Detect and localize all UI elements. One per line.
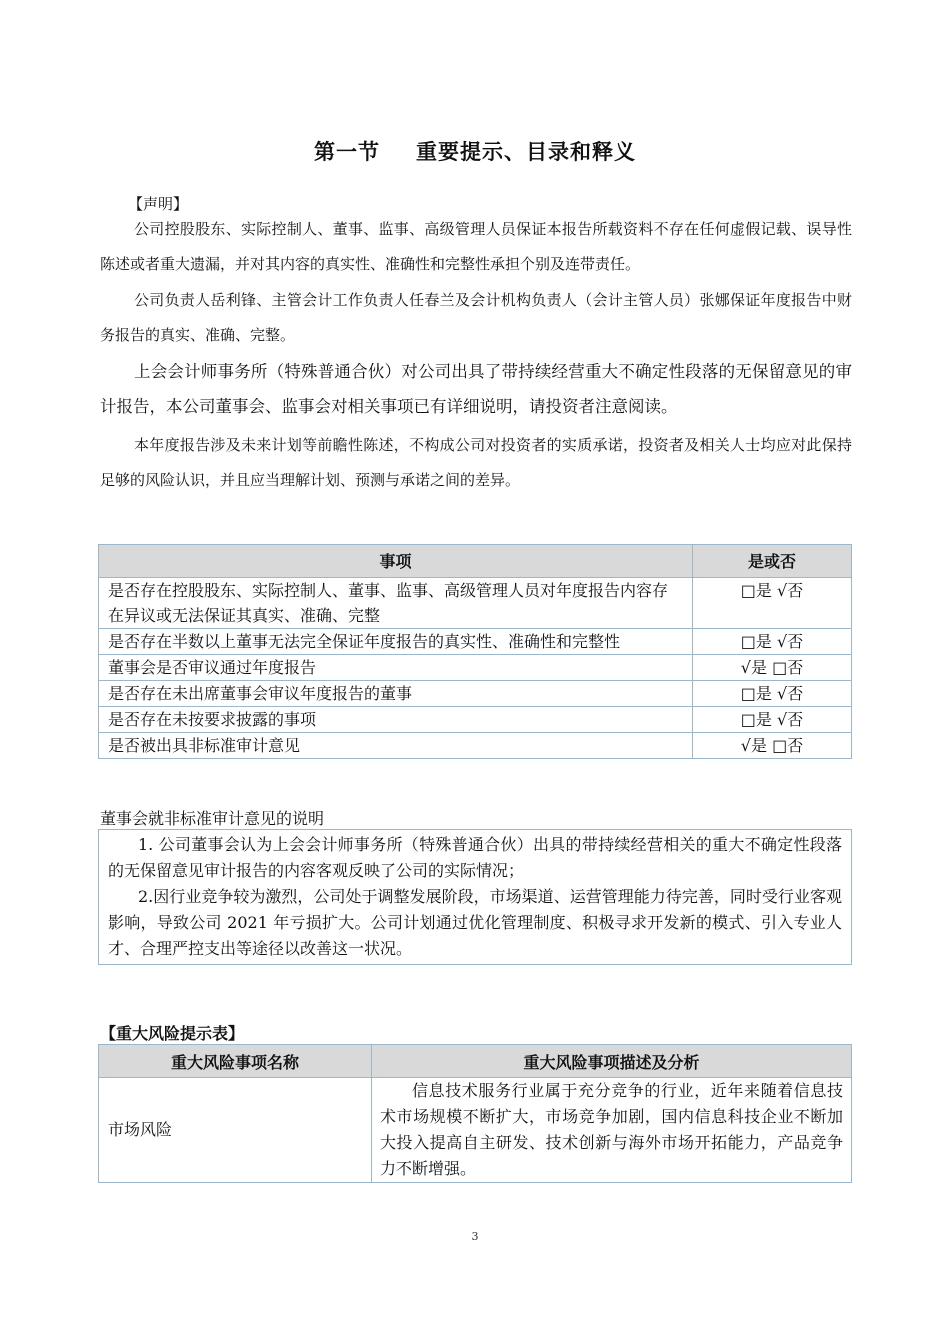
matter-answer: □是 √否: [693, 681, 852, 707]
table-row: [99, 707, 852, 733]
matter-answer: □是 √否: [693, 629, 852, 655]
matter-item: 是否存在未按要求披露的事项: [99, 707, 693, 733]
column-header-risk-name: 重大风险事项名称: [99, 1045, 372, 1078]
matter-answer: √是 □否: [693, 733, 852, 759]
table-row: [99, 655, 852, 681]
page-title: [0, 136, 950, 166]
declaration-paragraph-1: 公司控股股东、实际控制人、董事、监事、高级管理人员保证本报告所载资料不存在任何虚假记载、误导性陈述或者重大遗漏，并对其内容的真实性、准确性和完整性承担个别及连带责任。: [100, 220, 852, 273]
board-explanation-item-1: 1. 公司董事会认为上会会计师事务所（特殊普通合伙）出具的带持续经营相关的重大不确定性段落的无保留意见审计报告的内容客观反映了公司的实际情况；: [108, 835, 842, 880]
table-row: [99, 681, 852, 707]
matters-table: [98, 544, 852, 759]
matter-item: 董事会是否审议通过年度报告: [99, 655, 693, 681]
declaration-label: 【声明】: [128, 195, 189, 213]
table-header-row: [99, 1045, 852, 1078]
matter-item: 是否存在未出席董事会审议年度报告的董事: [99, 681, 693, 707]
matter-item: 是否存在半数以上董事无法完全保证年度报告的真实性、准确性和完整性: [99, 629, 693, 655]
declaration-paragraph-3: 上会会计师事务所（特殊普通合伙）对公司出具了带持续经营重大不确定性段落的无保留意见的审计报告，本公司董事会、监事会对相关事项已有详细说明，请投资者注意阅读。: [100, 362, 852, 416]
risk-name: 市场风险: [99, 1078, 372, 1183]
risk-table: [98, 1044, 852, 1183]
table-row: [99, 629, 852, 655]
table-header-row: [99, 545, 852, 578]
matter-item: 是否存在控股股东、实际控制人、董事、监事、高级管理人员对年度报告内容存在异议或无法保证其真实、准确、完整: [99, 578, 693, 629]
declaration-paragraph-2: 公司负责人岳利锋、主管会计工作负责人任春兰及会计机构负责人（会计主管人员）张娜保证年度报告中财务报告的真实、准确、完整。: [100, 291, 852, 344]
board-explanation-label: 董事会就非标准审计意见的说明: [100, 809, 325, 828]
table-row: [99, 1078, 852, 1183]
matter-answer: √是 □否: [693, 655, 852, 681]
section-heading: 重要提示、目录和释义: [416, 140, 636, 164]
matter-answer: □是 √否: [693, 578, 852, 629]
section-number: 第一节: [314, 140, 380, 164]
risk-table-label: 【重大风险提示表】: [100, 1024, 245, 1043]
column-header-answer: 是或否: [693, 545, 852, 578]
declaration-paragraph-4: 本年度报告涉及未来计划等前瞻性陈述，不构成公司对投资者的实质承诺，投资者及相关人士均应对此保持足够的风险认识，并且应当理解计划、预测与承诺之间的差异。: [100, 436, 852, 489]
board-explanation-item-2: 2.因行业竞争较为激烈，公司处于调整发展阶段，市场渠道、运营管理能力待完善，同时受行业客观影响，导致公司 2021 年亏损扩大。公司计划通过优化管理制度、积极寻求开发新的模式、引入专业人才、合理严控支出等途径以改善这一状况。: [108, 887, 842, 958]
table-row: [99, 578, 852, 629]
matter-answer: □是 √否: [693, 707, 852, 733]
matter-item: 是否被出具非标准审计意见: [99, 733, 693, 759]
risk-description: 信息技术服务行业属于充分竞争的行业，近年来随着信息技术市场规模不断扩大，市场竞争加剧，国内信息科技企业不断加大投入提高自主研发、技术创新与海外市场开拓能力，产品竞争力不断增强。: [372, 1078, 852, 1183]
column-header-item: 事项: [99, 545, 693, 578]
page-number: 3: [471, 1230, 479, 1243]
column-header-risk-description: 重大风险事项描述及分析: [372, 1045, 852, 1078]
board-explanation-box: [98, 829, 852, 965]
table-row: [99, 733, 852, 759]
